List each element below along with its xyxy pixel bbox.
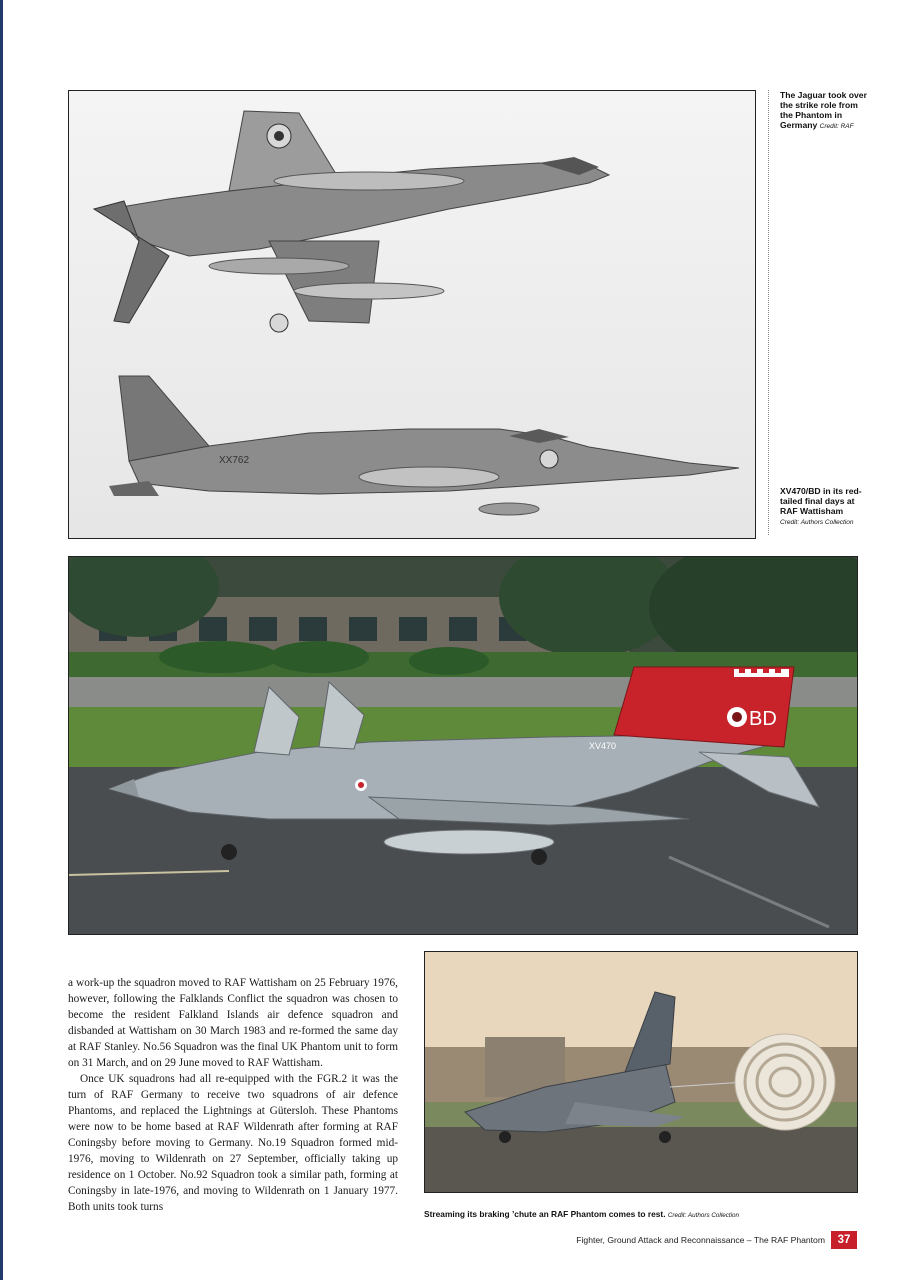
page-number: 37	[831, 1231, 857, 1249]
body-paragraph-2: Once UK squadrons had all re-equipped with the FGR.2 it was the turn of RAF Germany to receive two squadrons of air defence Phantoms, and replaced the Lightnings at Gütersloh. These Phantoms were now to be home based at RAF Wildenrath after forming at RAF Coningsby before moving to Germany. No.19 Squadron formed mid-1976, moving to Wildenrath on 27 September, officially taking up residence on 1 October. No.92 Squadron took a similar path, forming at Coningsby in late-1976, and moving to Wildenrath on 1 January 1977. Both units took turns	[68, 1073, 398, 1213]
jaguar-serial: XX762	[219, 455, 250, 466]
photo-phantom-jaguar-formation	[68, 90, 756, 539]
page-footer	[576, 1231, 857, 1249]
body-text-column	[68, 975, 398, 1215]
caption-chute	[424, 1209, 864, 1219]
caption-xv470	[780, 486, 868, 528]
caption-divider	[768, 90, 769, 535]
phantom-serial: XV470	[589, 741, 617, 751]
caption-xv470-text: XV470/BD in its red-tailed final days at RAF Wattisham	[780, 486, 862, 516]
body-paragraph-1: a work-up the squadron moved to RAF Wattisham on 25 February 1976, however, following the Falklands Conflict the squadron was chosen to become the resident Falkland Islands air defence squadron and disbanded at Wattisham on 30 March 1983 and re-formed the same day at RAF Stanley. No.56 Squadron was the final UK Phantom unit to form on 31 March, and on 29 June moved to RAF Wattisham.	[68, 977, 398, 1069]
phantom-code: BD	[749, 708, 777, 730]
caption-xv470-credit: Credit: Authors Collection	[780, 519, 854, 526]
page-edge-stripe	[0, 0, 3, 1280]
caption-jaguar-text: The Jaguar took over the strike role from the Phantom in Germany	[780, 90, 867, 130]
photo-phantom-braking-chute	[424, 951, 858, 1193]
caption-chute-text: Streaming its braking ’chute an RAF Phantom comes to rest.	[424, 1209, 666, 1219]
caption-chute-credit: Credit: Authors Collection	[667, 1212, 740, 1219]
running-title: Fighter, Ground Attack and Reconnaissance – The RAF Phantom	[576, 1235, 825, 1245]
caption-jaguar	[780, 90, 868, 132]
photo-phantom-xv470	[68, 556, 858, 935]
caption-jaguar-credit: Credit: RAF	[819, 123, 854, 130]
